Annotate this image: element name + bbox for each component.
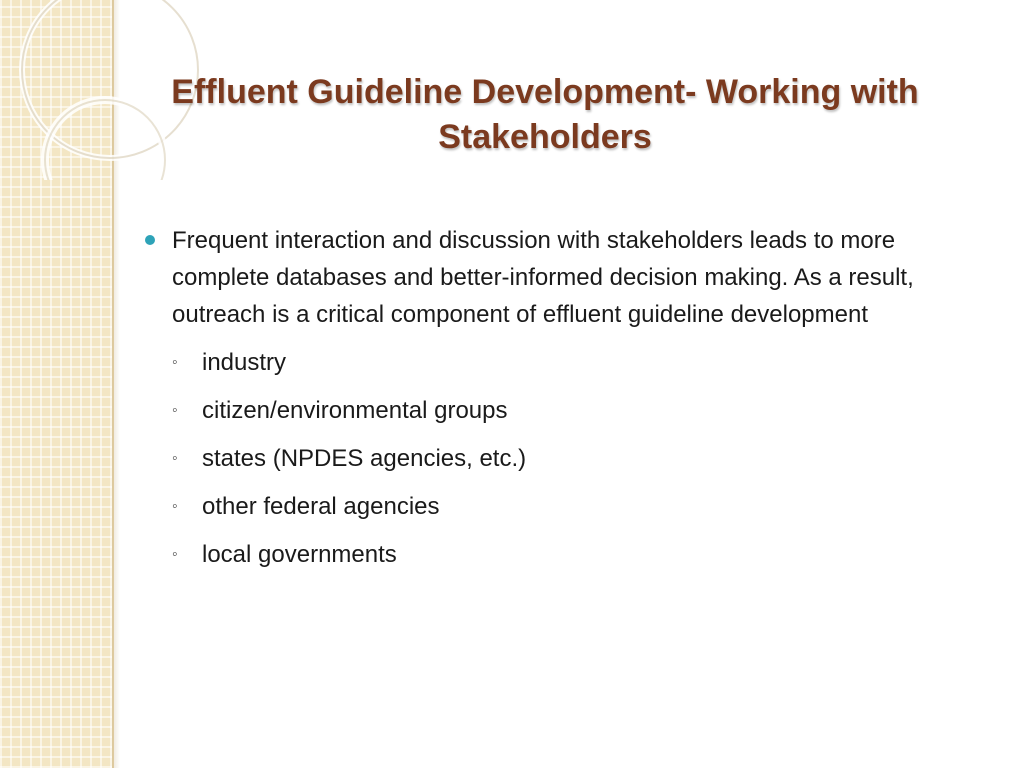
- hollow-bullet-icon: ◦: [172, 546, 178, 563]
- slide-content: [140, 222, 990, 585]
- hollow-bullet-icon: ◦: [172, 354, 178, 371]
- sub-bullet-text: industry: [202, 349, 287, 376]
- sub-bullet-list: [140, 345, 990, 573]
- sub-bullet-text: states (NPDES agencies, etc.): [202, 445, 527, 472]
- sub-bullet-item: [140, 441, 990, 477]
- hollow-bullet-icon: ◦: [172, 402, 178, 419]
- sub-bullet-item: [140, 345, 990, 381]
- sub-bullet-item: [140, 489, 990, 525]
- sub-bullet-text: citizen/environmental groups: [202, 397, 508, 424]
- hollow-bullet-icon: ◦: [172, 498, 178, 515]
- hollow-bullet-icon: ◦: [172, 450, 178, 467]
- slide-title: Effluent Guideline Development- Working with Stakeholders: [171, 73, 919, 156]
- sub-bullet-item: [140, 393, 990, 429]
- main-bullet: [140, 222, 990, 333]
- bullet-dot-icon: [145, 235, 155, 245]
- sub-bullet-text: other federal agencies: [202, 493, 440, 520]
- main-bullet-text: Frequent interaction and discussion with stakeholders leads to more complete databases and better-informed decision making. As a result, outreach is a critical component of effluent guideline development: [172, 227, 914, 328]
- sub-bullet-text: local governments: [202, 541, 397, 568]
- sub-bullet-item: [140, 537, 990, 573]
